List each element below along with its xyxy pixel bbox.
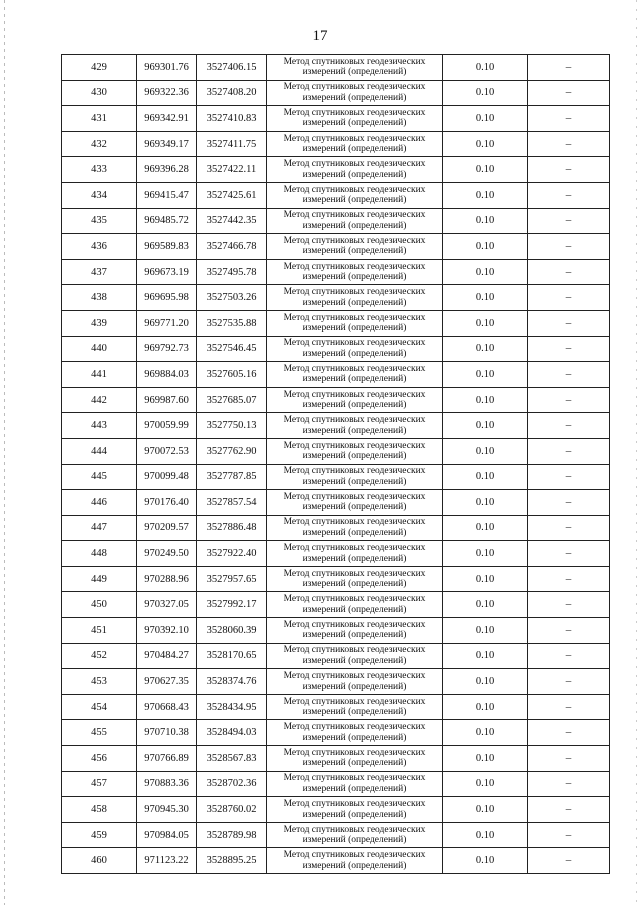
page-number: 17	[312, 28, 328, 44]
binder-edge-right	[636, 0, 637, 905]
point-number-cell: 442	[62, 387, 137, 413]
y-coordinate-cell: 3527886.48	[197, 515, 267, 541]
x-coordinate-cell: 970766.89	[137, 746, 197, 772]
note-cell: –	[528, 157, 610, 183]
y-coordinate-cell: 3527922.40	[197, 541, 267, 567]
accuracy-cell: 0.10	[443, 80, 528, 106]
accuracy-cell: 0.10	[443, 720, 528, 746]
x-coordinate-cell: 970072.53	[137, 438, 197, 464]
x-coordinate-cell: 969792.73	[137, 336, 197, 362]
y-coordinate-cell: 3528060.39	[197, 618, 267, 644]
point-number-cell: 445	[62, 464, 137, 490]
method-cell: Метод спутниковых геодезических измерений (определений)	[267, 848, 443, 874]
accuracy-cell: 0.10	[443, 669, 528, 695]
note-cell: –	[528, 490, 610, 516]
x-coordinate-cell: 970883.36	[137, 771, 197, 797]
note-cell: –	[528, 285, 610, 311]
point-number-cell: 430	[62, 80, 137, 106]
accuracy-cell: 0.10	[443, 438, 528, 464]
method-cell: Метод спутниковых геодезических измерений (определений)	[267, 797, 443, 823]
accuracy-cell: 0.10	[443, 157, 528, 183]
point-number-cell: 458	[62, 797, 137, 823]
point-number-cell: 460	[62, 848, 137, 874]
method-cell: Метод спутниковых геодезических измерений (определений)	[267, 592, 443, 618]
method-cell: Метод спутниковых геодезических измерений (определений)	[267, 541, 443, 567]
accuracy-cell: 0.10	[443, 310, 528, 336]
table-row	[62, 694, 610, 720]
accuracy-cell: 0.10	[443, 592, 528, 618]
point-number-cell: 454	[62, 694, 137, 720]
method-cell: Метод спутниковых геодезических измерений (определений)	[267, 771, 443, 797]
x-coordinate-cell: 970209.57	[137, 515, 197, 541]
y-coordinate-cell: 3528760.02	[197, 797, 267, 823]
point-number-cell: 436	[62, 234, 137, 260]
note-cell: –	[528, 746, 610, 772]
table-row	[62, 157, 610, 183]
method-cell: Метод спутниковых геодезических измерений (определений)	[267, 362, 443, 388]
x-coordinate-cell: 970627.35	[137, 669, 197, 695]
method-cell: Метод спутниковых геодезических измерений (определений)	[267, 55, 443, 81]
x-coordinate-cell: 969322.36	[137, 80, 197, 106]
accuracy-cell: 0.10	[443, 643, 528, 669]
x-coordinate-cell: 970249.50	[137, 541, 197, 567]
note-cell: –	[528, 541, 610, 567]
note-cell: –	[528, 387, 610, 413]
table-row	[62, 669, 610, 695]
point-number-cell: 446	[62, 490, 137, 516]
y-coordinate-cell: 3527857.54	[197, 490, 267, 516]
note-cell: –	[528, 438, 610, 464]
method-cell: Метод спутниковых геодезических измерений (определений)	[267, 720, 443, 746]
point-number-cell: 447	[62, 515, 137, 541]
accuracy-cell: 0.10	[443, 413, 528, 439]
table-row	[62, 464, 610, 490]
x-coordinate-cell: 969695.98	[137, 285, 197, 311]
y-coordinate-cell: 3528170.65	[197, 643, 267, 669]
note-cell: –	[528, 413, 610, 439]
point-number-cell: 453	[62, 669, 137, 695]
accuracy-cell: 0.10	[443, 464, 528, 490]
method-cell: Метод спутниковых геодезических измерений (определений)	[267, 464, 443, 490]
point-number-cell: 444	[62, 438, 137, 464]
note-cell: –	[528, 592, 610, 618]
note-cell: –	[528, 80, 610, 106]
accuracy-cell: 0.10	[443, 362, 528, 388]
note-cell: –	[528, 234, 610, 260]
table-row	[62, 618, 610, 644]
x-coordinate-cell: 970984.05	[137, 822, 197, 848]
table-row	[62, 387, 610, 413]
table-row	[62, 362, 610, 388]
note-cell: –	[528, 797, 610, 823]
method-cell: Метод спутниковых геодезических измерений (определений)	[267, 80, 443, 106]
x-coordinate-cell: 969349.17	[137, 131, 197, 157]
point-number-cell: 429	[62, 55, 137, 81]
method-cell: Метод спутниковых геодезических измерений (определений)	[267, 182, 443, 208]
table-row	[62, 413, 610, 439]
note-cell: –	[528, 55, 610, 81]
method-cell: Метод спутниковых геодезических измерений (определений)	[267, 413, 443, 439]
note-cell: –	[528, 208, 610, 234]
point-number-cell: 459	[62, 822, 137, 848]
x-coordinate-cell: 970176.40	[137, 490, 197, 516]
accuracy-cell: 0.10	[443, 259, 528, 285]
method-cell: Метод спутниковых геодезических измерений (определений)	[267, 566, 443, 592]
y-coordinate-cell: 3528434.95	[197, 694, 267, 720]
x-coordinate-cell: 969987.60	[137, 387, 197, 413]
accuracy-cell: 0.10	[443, 131, 528, 157]
accuracy-cell: 0.10	[443, 541, 528, 567]
note-cell: –	[528, 643, 610, 669]
y-coordinate-cell: 3528374.76	[197, 669, 267, 695]
accuracy-cell: 0.10	[443, 515, 528, 541]
table-row	[62, 592, 610, 618]
table-row	[62, 234, 610, 260]
x-coordinate-cell: 970327.05	[137, 592, 197, 618]
x-coordinate-cell: 970945.30	[137, 797, 197, 823]
x-coordinate-cell: 969673.19	[137, 259, 197, 285]
point-number-cell: 438	[62, 285, 137, 311]
table-row	[62, 259, 610, 285]
table-row	[62, 490, 610, 516]
point-number-cell: 448	[62, 541, 137, 567]
table-row	[62, 106, 610, 132]
y-coordinate-cell: 3528567.83	[197, 746, 267, 772]
method-cell: Метод спутниковых геодезических измерений (определений)	[267, 490, 443, 516]
point-number-cell: 433	[62, 157, 137, 183]
note-cell: –	[528, 566, 610, 592]
note-cell: –	[528, 464, 610, 490]
table-row	[62, 131, 610, 157]
table-row	[62, 55, 610, 81]
point-number-cell: 441	[62, 362, 137, 388]
method-cell: Метод спутниковых геодезических измерений (определений)	[267, 643, 443, 669]
y-coordinate-cell: 3527750.13	[197, 413, 267, 439]
accuracy-cell: 0.10	[443, 822, 528, 848]
method-cell: Метод спутниковых геодезических измерений (определений)	[267, 669, 443, 695]
accuracy-cell: 0.10	[443, 182, 528, 208]
table-row	[62, 182, 610, 208]
accuracy-cell: 0.10	[443, 771, 528, 797]
y-coordinate-cell: 3527406.15	[197, 55, 267, 81]
accuracy-cell: 0.10	[443, 387, 528, 413]
point-number-cell: 457	[62, 771, 137, 797]
point-number-cell: 450	[62, 592, 137, 618]
accuracy-cell: 0.10	[443, 490, 528, 516]
y-coordinate-cell: 3527605.16	[197, 362, 267, 388]
x-coordinate-cell: 969884.03	[137, 362, 197, 388]
table-row	[62, 208, 610, 234]
table-body	[62, 55, 610, 874]
note-cell: –	[528, 259, 610, 285]
point-number-cell: 443	[62, 413, 137, 439]
table-row	[62, 310, 610, 336]
method-cell: Метод спутниковых геодезических измерений (определений)	[267, 106, 443, 132]
note-cell: –	[528, 720, 610, 746]
table-row	[62, 566, 610, 592]
binder-edge-left	[4, 0, 5, 905]
x-coordinate-cell: 969415.47	[137, 182, 197, 208]
point-number-cell: 431	[62, 106, 137, 132]
table-row	[62, 438, 610, 464]
table-row	[62, 515, 610, 541]
table-row	[62, 848, 610, 874]
x-coordinate-cell: 969396.28	[137, 157, 197, 183]
point-number-cell: 449	[62, 566, 137, 592]
y-coordinate-cell: 3528789.98	[197, 822, 267, 848]
method-cell: Метод спутниковых геодезических измерений (определений)	[267, 387, 443, 413]
point-number-cell: 455	[62, 720, 137, 746]
method-cell: Метод спутниковых геодезических измерений (определений)	[267, 131, 443, 157]
table-row	[62, 797, 610, 823]
y-coordinate-cell: 3528494.03	[197, 720, 267, 746]
method-cell: Метод спутниковых геодезических измерений (определений)	[267, 746, 443, 772]
table-row	[62, 746, 610, 772]
coordinates-table-container	[61, 54, 609, 874]
table-row	[62, 643, 610, 669]
x-coordinate-cell: 970668.43	[137, 694, 197, 720]
note-cell: –	[528, 362, 610, 388]
point-number-cell: 434	[62, 182, 137, 208]
y-coordinate-cell: 3527442.35	[197, 208, 267, 234]
y-coordinate-cell: 3527425.61	[197, 182, 267, 208]
accuracy-cell: 0.10	[443, 106, 528, 132]
y-coordinate-cell: 3527685.07	[197, 387, 267, 413]
table-row	[62, 285, 610, 311]
accuracy-cell: 0.10	[443, 336, 528, 362]
note-cell: –	[528, 182, 610, 208]
x-coordinate-cell: 969301.76	[137, 55, 197, 81]
x-coordinate-cell: 969485.72	[137, 208, 197, 234]
note-cell: –	[528, 848, 610, 874]
point-number-cell: 435	[62, 208, 137, 234]
x-coordinate-cell: 970392.10	[137, 618, 197, 644]
table-row	[62, 80, 610, 106]
y-coordinate-cell: 3527787.85	[197, 464, 267, 490]
y-coordinate-cell: 3527503.26	[197, 285, 267, 311]
x-coordinate-cell: 969589.83	[137, 234, 197, 260]
method-cell: Метод спутниковых геодезических измерений (определений)	[267, 694, 443, 720]
table-row	[62, 720, 610, 746]
method-cell: Метод спутниковых геодезических измерений (определений)	[267, 336, 443, 362]
accuracy-cell: 0.10	[443, 694, 528, 720]
method-cell: Метод спутниковых геодезических измерений (определений)	[267, 618, 443, 644]
accuracy-cell: 0.10	[443, 566, 528, 592]
x-coordinate-cell: 969771.20	[137, 310, 197, 336]
accuracy-cell: 0.10	[443, 797, 528, 823]
accuracy-cell: 0.10	[443, 848, 528, 874]
y-coordinate-cell: 3527495.78	[197, 259, 267, 285]
y-coordinate-cell: 3527546.45	[197, 336, 267, 362]
y-coordinate-cell: 3527408.20	[197, 80, 267, 106]
note-cell: –	[528, 310, 610, 336]
y-coordinate-cell: 3527535.88	[197, 310, 267, 336]
y-coordinate-cell: 3528895.25	[197, 848, 267, 874]
note-cell: –	[528, 106, 610, 132]
x-coordinate-cell: 969342.91	[137, 106, 197, 132]
x-coordinate-cell: 970484.27	[137, 643, 197, 669]
table-row	[62, 822, 610, 848]
method-cell: Метод спутниковых геодезических измерений (определений)	[267, 234, 443, 260]
y-coordinate-cell: 3527411.75	[197, 131, 267, 157]
accuracy-cell: 0.10	[443, 618, 528, 644]
accuracy-cell: 0.10	[443, 746, 528, 772]
table-row	[62, 771, 610, 797]
point-number-cell: 439	[62, 310, 137, 336]
note-cell: –	[528, 515, 610, 541]
note-cell: –	[528, 618, 610, 644]
y-coordinate-cell: 3528702.36	[197, 771, 267, 797]
point-number-cell: 452	[62, 643, 137, 669]
y-coordinate-cell: 3527762.90	[197, 438, 267, 464]
point-number-cell: 451	[62, 618, 137, 644]
coordinates-table	[61, 54, 610, 874]
y-coordinate-cell: 3527410.83	[197, 106, 267, 132]
method-cell: Метод спутниковых геодезических измерений (определений)	[267, 259, 443, 285]
note-cell: –	[528, 336, 610, 362]
accuracy-cell: 0.10	[443, 55, 528, 81]
note-cell: –	[528, 694, 610, 720]
y-coordinate-cell: 3527466.78	[197, 234, 267, 260]
table-row	[62, 541, 610, 567]
note-cell: –	[528, 822, 610, 848]
accuracy-cell: 0.10	[443, 285, 528, 311]
method-cell: Метод спутниковых геодезических измерений (определений)	[267, 515, 443, 541]
x-coordinate-cell: 971123.22	[137, 848, 197, 874]
x-coordinate-cell: 970288.96	[137, 566, 197, 592]
y-coordinate-cell: 3527957.65	[197, 566, 267, 592]
point-number-cell: 432	[62, 131, 137, 157]
x-coordinate-cell: 970099.48	[137, 464, 197, 490]
note-cell: –	[528, 131, 610, 157]
method-cell: Метод спутниковых геодезических измерений (определений)	[267, 438, 443, 464]
point-number-cell: 456	[62, 746, 137, 772]
note-cell: –	[528, 771, 610, 797]
y-coordinate-cell: 3527422.11	[197, 157, 267, 183]
point-number-cell: 437	[62, 259, 137, 285]
table-row	[62, 336, 610, 362]
x-coordinate-cell: 970710.38	[137, 720, 197, 746]
accuracy-cell: 0.10	[443, 234, 528, 260]
method-cell: Метод спутниковых геодезических измерений (определений)	[267, 310, 443, 336]
method-cell: Метод спутниковых геодезических измерений (определений)	[267, 208, 443, 234]
x-coordinate-cell: 970059.99	[137, 413, 197, 439]
method-cell: Метод спутниковых геодезических измерений (определений)	[267, 157, 443, 183]
accuracy-cell: 0.10	[443, 208, 528, 234]
point-number-cell: 440	[62, 336, 137, 362]
method-cell: Метод спутниковых геодезических измерений (определений)	[267, 285, 443, 311]
method-cell: Метод спутниковых геодезических измерений (определений)	[267, 822, 443, 848]
note-cell: –	[528, 669, 610, 695]
y-coordinate-cell: 3527992.17	[197, 592, 267, 618]
